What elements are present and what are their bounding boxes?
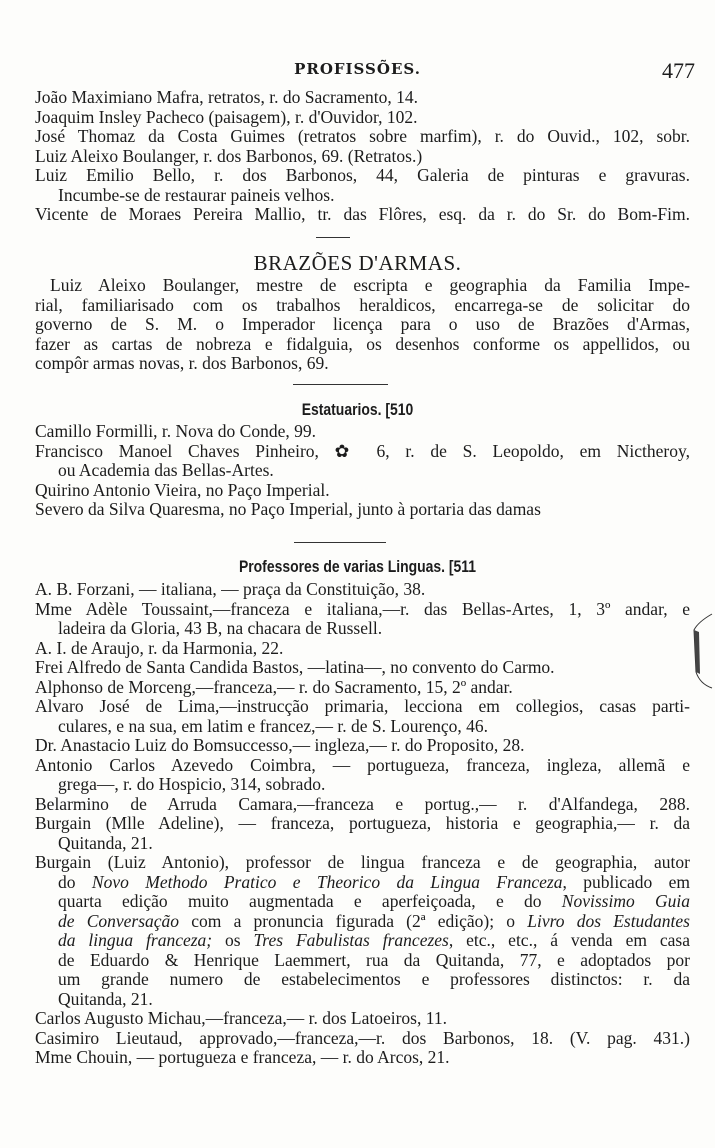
text-line: José Thomaz da Costa Guimes (retratos sobre marfim), r. do Ouvid., 102, sobr. <box>35 126 690 146</box>
text-line: rial, familiarisado com os trabalhos heraldicos, encarrega-se de solicitar do <box>35 294 690 315</box>
text-line: governo de S. M. o Imperador licença para o uso de Brazões d'Armas, <box>35 314 690 334</box>
text-line: Francisco Manoel Chaves Pinheiro, ✿ 6, r. de S. Leopoldo, em Nictheroy, <box>35 440 690 461</box>
text-line: A. I. de Araujo, r. da Harmonia, 22. <box>35 637 284 658</box>
text-line: Camillo Formilli, r. Nova do Conde, 99. <box>35 421 316 441</box>
text-line: Luiz Aleixo Boulanger, mestre de escripta e geographia da Familia Impe- <box>50 275 690 295</box>
text-line <box>35 931 690 951</box>
page-header <box>0 58 715 82</box>
text-segment: do <box>58 871 92 892</box>
text-line: Belarmino de Arruda Camara,—franceza e portug.,— r. d'Alfandega, 288. <box>35 793 690 814</box>
italic-title: da lingua franceza; <box>58 930 213 950</box>
text-line: Quitanda, 21. <box>58 988 153 1009</box>
text-line: Vicente de Moraes Pereira Mallio, tr. das Flôres, esq. da r. do Sr. do Bom-Fim. <box>35 204 690 224</box>
text-segment: os <box>212 930 254 950</box>
text-line: Burgain (Mlle Adeline), — franceza, portugueza, historia e geographia,— r. da <box>35 813 690 833</box>
italic-title: Novo Methodo Pratico e Theorico da Lingua Franceza <box>91 871 563 892</box>
text-line: Quirino Antonio Vieira, no Paço Imperial. <box>35 479 330 500</box>
text-line: Mme Adèle Toussaint,—franceza e italiana,—r. das Bellas-Artes, 1, 3º andar, e <box>35 598 690 619</box>
text-line: A. B. Forzani, — italiana, — praça da Constituição, 38. <box>35 579 426 599</box>
page-number: 477 <box>662 58 695 83</box>
text-line: Incumbe-se de restaurar paineis velhos. <box>58 184 335 205</box>
estatuarios-list <box>35 422 690 520</box>
italic-title: Livro dos Estudantes <box>527 910 690 931</box>
italic-title: de Conversação <box>58 910 180 931</box>
text-line: Quitanda, 21. <box>58 832 153 853</box>
section-title-estatuarios: Estatuarios. [510 <box>301 400 414 419</box>
divider <box>316 237 350 238</box>
text-line: Casimiro Lieutaud, approvado,—franceza,—r. dos Barbonos, 18. (V. pag. 431.) <box>35 1027 690 1048</box>
text-line: João Maximiano Mafra, retratos, r. do Sacramento, 14. <box>35 87 418 107</box>
text-line <box>35 912 690 932</box>
text-line <box>35 892 690 912</box>
text-line <box>35 873 690 893</box>
divider <box>293 384 388 385</box>
text-line: Burgain (Luiz Antonio), professor de lingua franceza e de geographia, autor <box>35 852 690 872</box>
brazoes-paragraph <box>35 276 690 374</box>
text-line: Luiz Aleixo Boulanger, r. dos Barbonos, 69. (Retratos.) <box>35 145 423 166</box>
text-segment: , publicado em <box>562 871 691 892</box>
text-line: Frei Alfredo de Santa Candida Bastos, —latina—, no convento do Carmo. <box>35 657 555 677</box>
italic-title: Tres Fabulistas francezes <box>253 930 449 950</box>
text-line: Joaquim Insley Pacheco (paisagem), r. d'Ouvidor, 102. <box>35 106 418 127</box>
divider <box>294 542 386 543</box>
running-title: PROFISSÕES. <box>294 60 421 78</box>
text-line: Dr. Anastacio Luiz do Bomsuccesso,— ingleza,— r. do Proposito, 28. <box>35 735 525 755</box>
section-title-professores: Professores de varias Linguas. [511 <box>238 557 477 576</box>
text-line: Luiz Emilio Bello, r. dos Barbonos, 44, Galeria de pinturas e gravuras. <box>35 165 690 185</box>
text-line: de Eduardo & Henrique Laemmert, rua da Quitanda, 77, e adoptados por <box>58 949 690 970</box>
professores-list <box>35 580 690 1068</box>
text-line: compôr armas novas, r. dos Barbonos, 69. <box>35 353 329 373</box>
painters-list <box>35 88 690 225</box>
text-line: culares, e na sua, em latim e francez,— r. de S. Lourenço, 46. <box>58 715 489 736</box>
text-line: grega—, r. do Hospicio, 314, sobrado. <box>58 774 326 794</box>
section-title-brazoes: BRAZÕES D'ARMAS. <box>253 251 462 275</box>
text-segment: quarta edição muito augmentada e aperfeiçoada, e do <box>58 891 562 911</box>
text-line: ou Academia das Bellas-Artes. <box>58 460 274 480</box>
text-segment: com a pronuncia figurada (2ª edição); o <box>179 910 528 931</box>
text-line: Severo da Silva Quaresma, no Paço Imperial, junto à portaria das damas <box>35 499 541 519</box>
text-line: Mme Chouin, — portugueza e franceza, — r. do Arcos, 21. <box>35 1047 450 1067</box>
text-line: um grande numero de estabelecimentos e professores distinctos: r. da <box>58 969 690 989</box>
text-line: Carlos Augusto Michau,—franceza,— r. dos Latoeiros, 11. <box>35 1008 447 1028</box>
text-line: Alvaro José de Lima,—instrucção primaria, lecciona em collegios, casas parti- <box>35 696 690 716</box>
text-line: Antonio Carlos Azevedo Coimbra, — portugueza, franceza, ingleza, allemã e <box>35 754 690 775</box>
text-line: fazer as cartas de nobreza e fidalguia, os desenhos conforme os appellidos, ou <box>35 333 690 354</box>
text-line: Alphonso de Morceng,—franceza,— r. do Sacramento, 15, 2º andar. <box>35 676 513 697</box>
text-line: ladeira da Gloria, 43 B, na chacara de Russell. <box>58 618 383 638</box>
page-edge-fragment <box>690 612 715 692</box>
italic-title: Novissimo Guia <box>561 891 690 911</box>
text-segment: , etc., etc., á venda em casa <box>448 930 691 950</box>
